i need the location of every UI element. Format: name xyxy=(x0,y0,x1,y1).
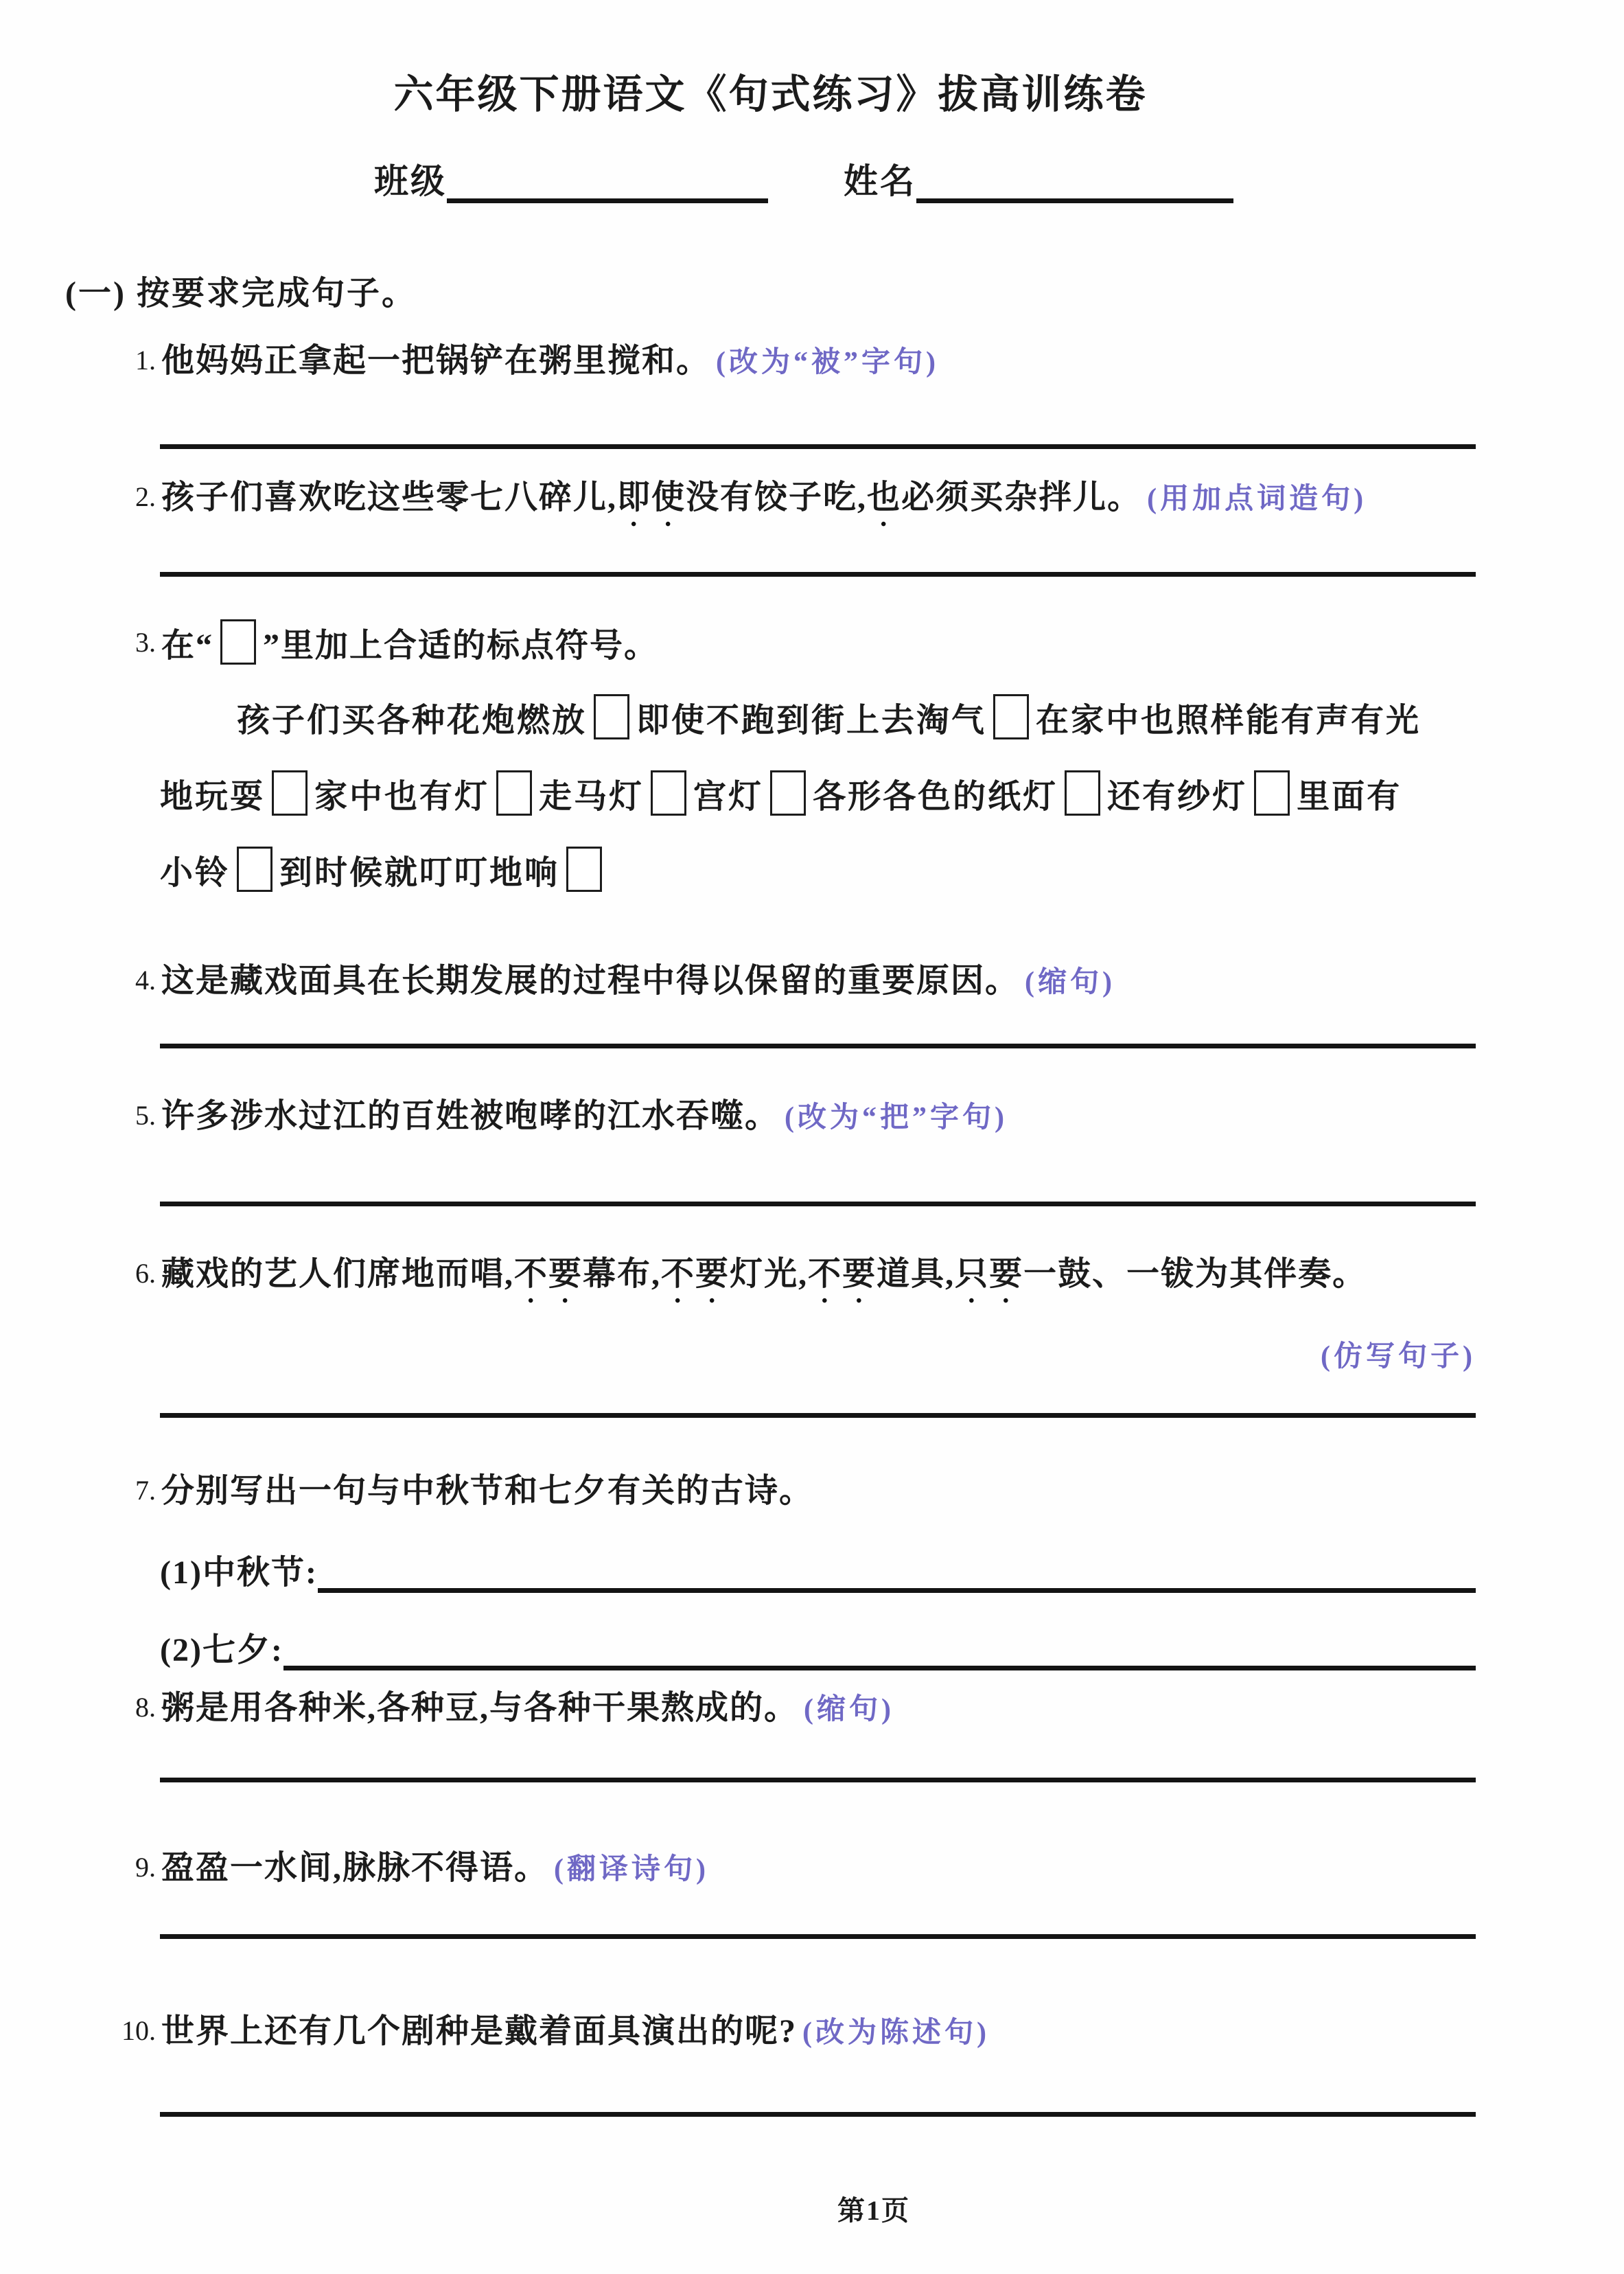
text-segment: 没有饺子吃, xyxy=(686,479,868,516)
punctuation-box[interactable] xyxy=(1065,770,1100,816)
question-number: 3. xyxy=(135,626,156,658)
student-info-row xyxy=(374,154,1476,203)
text-segment: 这是藏戏面具在长期发展的过程中得以保留的重要原因。 xyxy=(161,963,1020,1000)
punctuation-box[interactable] xyxy=(496,770,532,816)
instruction-note: (改为“被”字句) xyxy=(716,347,939,378)
punctuation-paragraph-line xyxy=(160,847,1476,898)
text-segment: 幕布, xyxy=(583,1256,662,1293)
question-4 xyxy=(65,957,1476,1048)
question-text-row xyxy=(112,1250,1476,1310)
text-segment: 走马灯 xyxy=(539,779,645,816)
punctuation-box[interactable] xyxy=(993,694,1029,739)
question-text-row xyxy=(112,1092,1476,1140)
question-9 xyxy=(65,1844,1476,1940)
text-segment: 一鼓、一钹为其伴奏。 xyxy=(1023,1256,1367,1293)
text-segment: 地玩耍 xyxy=(160,779,266,816)
question-text xyxy=(161,2008,990,2056)
text-segment: 家中也有灯 xyxy=(314,779,490,816)
question-1 xyxy=(65,337,1476,449)
text-segment: 孩子们买各种花炮燃放 xyxy=(237,702,588,739)
question-number: 1. xyxy=(135,345,156,376)
emphasized-text: 也 xyxy=(867,479,902,516)
question-10 xyxy=(65,2008,1476,2117)
text-segment: 道具, xyxy=(877,1256,955,1293)
instruction-note: (仿写句子) xyxy=(1321,1341,1476,1373)
question-number: 6. xyxy=(135,1258,156,1289)
punctuation-paragraph-line xyxy=(237,694,1476,746)
question-text-row xyxy=(112,1844,1476,1892)
question-text xyxy=(161,1844,709,1892)
text-segment: 藏戏的艺人们席地而唱, xyxy=(161,1256,515,1293)
question-text xyxy=(161,1684,894,1732)
class-label: 班级 xyxy=(374,162,447,200)
question-text-row xyxy=(112,1684,1476,1732)
instruction-note: (改为陈述句) xyxy=(802,2017,990,2049)
question-number: 7. xyxy=(135,1475,156,1506)
answer-line[interactable] xyxy=(160,572,1476,577)
instruction-note: (缩句) xyxy=(804,1693,894,1725)
punctuation-box[interactable] xyxy=(594,694,629,739)
text-segment: 必须买杂拌儿。 xyxy=(901,479,1142,516)
text-segment: 孩子们喜欢吃这些零七八碎儿, xyxy=(161,479,618,516)
sub-item-label: (1)中秋节: xyxy=(160,1554,318,1591)
text-segment: 在家中也照样能有声有光 xyxy=(1036,702,1422,739)
question-number: 2. xyxy=(135,481,156,512)
instruction-note: (改为“把”字句) xyxy=(785,1101,1008,1134)
question-text xyxy=(161,619,658,670)
question-2 xyxy=(65,474,1476,577)
page-title: 六年级下册语文《句式练习》拔高训练卷 xyxy=(393,72,1148,117)
punctuation-box[interactable] xyxy=(220,619,256,665)
punctuation-box[interactable] xyxy=(651,770,686,816)
emphasized-text: 不要 xyxy=(661,1256,730,1293)
question-text-row xyxy=(112,957,1476,1005)
instruction-note: (用加点词造句) xyxy=(1147,483,1367,515)
text-segment: 即使不跑到街上去淘气 xyxy=(636,702,987,739)
text-segment: 粥是用各种米,各种豆,与各种干果熬成的。 xyxy=(161,1689,799,1726)
sub-item-2 xyxy=(160,1623,1476,1670)
text-segment: 里面有 xyxy=(1297,779,1402,816)
text-segment: 盈盈一水间,脉脉不得语。 xyxy=(161,1849,549,1886)
punctuation-paragraph-line xyxy=(160,770,1476,822)
text-segment: 小铃 xyxy=(160,855,231,892)
punctuation-box[interactable] xyxy=(272,770,308,816)
question-3 xyxy=(65,619,1476,899)
text-segment: 许多涉水过江的百姓被咆哮的江水吞噬。 xyxy=(161,1097,780,1134)
question-text-row xyxy=(112,2008,1476,2056)
page-number: 第1页 xyxy=(837,2195,910,2226)
emphasized-text: 只要 xyxy=(955,1256,1024,1293)
question-number: 5. xyxy=(135,1099,156,1131)
question-number: 4. xyxy=(135,965,156,996)
punctuation-box[interactable] xyxy=(770,770,806,816)
question-text xyxy=(161,1250,1367,1310)
question-8 xyxy=(65,1684,1476,1782)
name-label: 姓名 xyxy=(844,162,916,200)
punctuation-box[interactable] xyxy=(237,847,272,892)
question-number: 8. xyxy=(135,1691,156,1723)
sub-item-label: (2)七夕: xyxy=(160,1631,283,1668)
answer-line[interactable] xyxy=(160,1934,1476,1939)
answer-blank-line[interactable] xyxy=(283,1626,1476,1670)
text-segment: 到时候就叮叮地响 xyxy=(279,855,560,892)
text-segment: 还有纱灯 xyxy=(1107,779,1248,816)
text-segment: ”里加上合适的标点符号。 xyxy=(263,627,659,664)
question-text-row xyxy=(112,474,1476,533)
text-segment: 灯光, xyxy=(730,1256,809,1293)
instruction-note: (缩句) xyxy=(1025,967,1115,999)
question-number: 10. xyxy=(121,2015,156,2047)
question-text xyxy=(161,474,1367,533)
answer-line[interactable] xyxy=(160,1413,1476,1418)
section-heading: (一) 按要求完成句子。 xyxy=(65,275,417,312)
text-segment: 在“ xyxy=(161,627,214,664)
emphasized-text: 不要 xyxy=(808,1256,877,1293)
question-text xyxy=(161,957,1115,1005)
answer-blank-line[interactable] xyxy=(318,1548,1476,1593)
emphasized-text: 即使 xyxy=(617,479,686,516)
question-6 xyxy=(65,1250,1476,1418)
question-note-row xyxy=(65,1333,1476,1375)
answer-line[interactable] xyxy=(160,1202,1476,1206)
question-text-row xyxy=(112,1467,1476,1515)
emphasized-text: 不要 xyxy=(514,1256,583,1293)
text-segment: 他妈妈正拿起一把锅铲在粥里搅和。 xyxy=(161,343,711,379)
class-input-line[interactable] xyxy=(447,159,768,203)
text-segment: 各形各色的纸灯 xyxy=(813,779,1058,816)
name-input-line[interactable] xyxy=(916,159,1233,203)
answer-line[interactable] xyxy=(160,1044,1476,1048)
text-segment: 世界上还有几个剧种是戴着面具演出的呢? xyxy=(161,2013,798,2050)
question-number: 9. xyxy=(135,1851,156,1883)
punctuation-box[interactable] xyxy=(566,847,602,892)
question-7 xyxy=(65,1467,1476,1670)
question-text-row xyxy=(112,337,1476,385)
question-text xyxy=(161,1467,813,1515)
sub-item-1 xyxy=(160,1546,1476,1593)
question-5 xyxy=(65,1092,1476,1207)
question-text-row xyxy=(112,619,1476,670)
punctuation-box[interactable] xyxy=(1254,770,1290,816)
questions-list xyxy=(65,337,1476,2117)
instruction-note: (翻译诗句) xyxy=(554,1853,709,1885)
answer-line[interactable] xyxy=(160,1778,1476,1782)
question-text xyxy=(161,1092,1008,1140)
text-segment: 宫灯 xyxy=(693,779,764,816)
text-segment: 分别写出一句与中秋节和七夕有关的古诗。 xyxy=(161,1473,814,1510)
answer-line[interactable] xyxy=(160,444,1476,449)
question-text xyxy=(161,337,939,385)
answer-line[interactable] xyxy=(160,2112,1476,2117)
